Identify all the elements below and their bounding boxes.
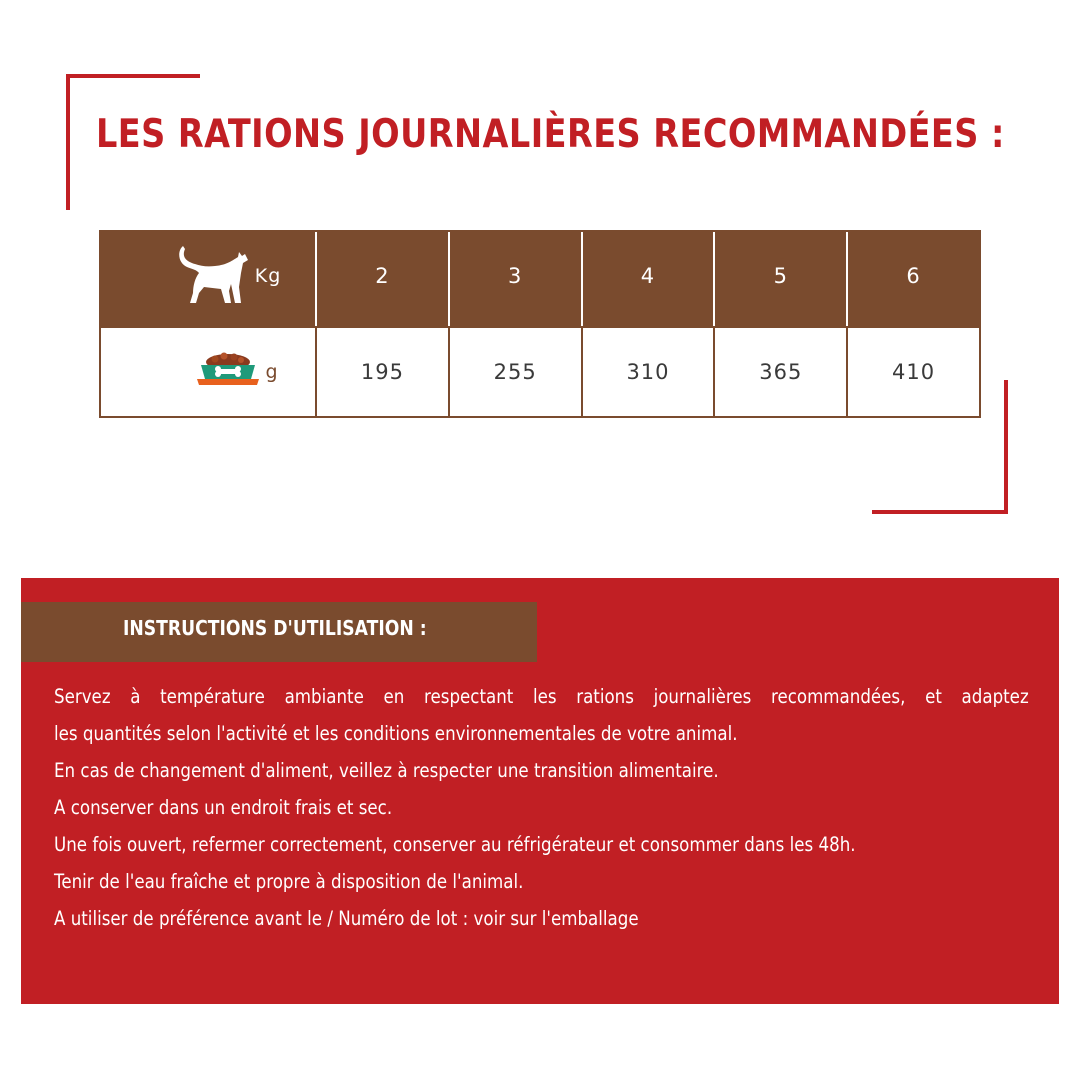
instruction-line: les quantités selon l'activité et les conditions environnementales de votre animal.	[54, 722, 738, 745]
corner-bracket-top-left	[66, 74, 200, 78]
ration-cell: 365	[713, 326, 846, 416]
ration-cell: 310	[581, 326, 714, 416]
instructions-text	[54, 678, 1029, 937]
ration-label-cell	[101, 326, 315, 416]
instruction-line: Servez à température ambiante en respectant les rations journalières recommandées, et adaptez	[54, 685, 1029, 708]
weight-cell: 2	[315, 232, 448, 326]
ration-table	[99, 230, 981, 418]
instruction-line: A conserver dans un endroit frais et sec.	[54, 796, 393, 819]
weight-cell: 5	[713, 232, 846, 326]
instructions-heading: INSTRUCTIONS D'UTILISATION :	[123, 616, 427, 640]
weight-unit-label: Kg	[254, 264, 282, 287]
corner-bracket-bottom-right	[872, 510, 1008, 514]
corner-bracket-top-left-vertical	[66, 74, 70, 210]
instruction-line: Une fois ouvert, refermer correctement, conserver au réfrigérateur et consommer dans les 48h.	[54, 833, 856, 856]
weight-cell: 4	[581, 232, 714, 326]
ration-cell: 255	[448, 326, 581, 416]
instruction-line: Tenir de l'eau fraîche et propre à disposition de l'animal.	[54, 870, 524, 893]
instruction-line: En cas de changement d'aliment, veillez à respecter une transition alimentaire.	[54, 759, 719, 782]
cat-icon	[175, 243, 251, 310]
ration-cell: 195	[315, 326, 448, 416]
page-title: LES RATIONS JOURNALIÈRES RECOMMANDÉES :	[96, 112, 1005, 157]
ration-cell: 410	[846, 326, 979, 416]
weight-cell: 6	[846, 232, 979, 326]
weight-cell: 3	[448, 232, 581, 326]
corner-bracket-bottom-right-vertical	[1004, 380, 1008, 514]
weight-header-cell	[101, 232, 315, 326]
instruction-line: A utiliser de préférence avant le / Numéro de lot : voir sur l'emballage	[54, 907, 639, 930]
ration-unit-label: g	[265, 360, 279, 383]
food-bowl-icon	[195, 351, 261, 394]
